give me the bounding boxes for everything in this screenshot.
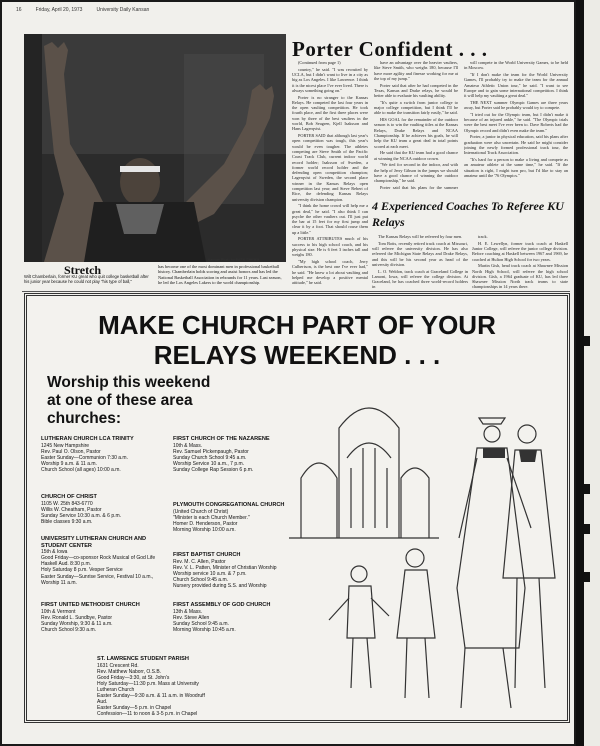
coaches-article-paragraph: The Kansas Relays will be refereed by four men. <box>378 234 463 239</box>
church-detail: Good Friday—co-sponsor Rock Musical of God Life <box>41 555 156 562</box>
article-column-3 <box>464 60 568 190</box>
coaches-article-paragraph: H. E. Lewellyn, former track coach at Haskell Junior College, will referee the junior college division. Before coaching at Haskell between 1967 and 1969, he coached at Hulton High School for two years. <box>472 240 568 262</box>
folio-line <box>16 7 149 13</box>
church-listing <box>173 552 291 589</box>
church-detail: Sunday School 9:45 a.m. <box>173 620 229 627</box>
church-detail: "Minister is each Church Member." <box>173 514 250 521</box>
coaches-article-paragraph: track. <box>478 234 488 239</box>
church-listing <box>173 502 291 533</box>
porter-article-paragraph: country," he said. "I was recruited by UCLA, but I didn't want to live in a city as big as Los Angeles. I like Lawrence. I think it is the nicest place I've ever lived. There is always something going on." <box>292 66 368 93</box>
church-detail: Church School 9:30 a.m. <box>41 626 97 633</box>
church-detail: Rev. Matthew Naborr, O.S.B. <box>97 668 162 675</box>
porter-article-paragraph: "It's quite a switch from junior college to major college competition, but I think I'll be able to make the transition fairly easily," he said. <box>374 99 458 116</box>
porter-article-paragraph: "I think the home crowd will help me a great deal," he said. "I also think I can psyche the other vaulters out. I'll just put the bar at 15 feet for my first jump and clear it by a foot. That should rouse them up a little." <box>292 203 368 235</box>
church-detail: Sunday College Rap Session 6 p.m. <box>173 466 254 473</box>
church-detail: Good Friday—3:30, at St. John's <box>97 674 170 681</box>
photo-title: Stretch <box>64 263 102 277</box>
church-name: FIRST CHURCH OF THE NAZARENE <box>173 436 270 442</box>
church-detail: Haskell Aud. 8:30 p.m. <box>41 561 92 568</box>
porter-article-paragraph: will compete in the World University Games, to be held in Moscow. <box>464 60 568 71</box>
church-listing <box>41 436 159 473</box>
church-detail: (United Church of Christ) <box>173 508 229 515</box>
coaches-column-2 <box>472 234 568 290</box>
coaches-column-1 <box>372 234 468 290</box>
church-detail: 10th & Mass. <box>173 442 203 449</box>
article-column-1 <box>292 60 368 286</box>
worship-line-3: churches: <box>47 410 122 427</box>
church-detail: Holy Saturday 8 p.m. Vesper Service <box>41 567 123 574</box>
paper-name: University Daily Kansan <box>96 7 150 13</box>
church-detail: Easter Sunday—9:30 a.m. & 11 a.m. in Woodruff Aud. <box>97 693 205 706</box>
church-detail: Rev. Samuel Pickenpaugh, Pastor <box>173 448 249 455</box>
porter-article-paragraph: Porter is no stranger to the Kansas Relays. He competed the last four years in the open vaulting competition. He took fourth place, and the first three places were won by three of the best vaulters in the world, Bob Seagren, Kjell Isaksson and Hans Lagerqvist. <box>292 94 368 132</box>
church-listing <box>41 536 159 586</box>
church-listing <box>173 436 291 473</box>
church-detail: Nursery provided during S.S. and Worship <box>173 582 267 589</box>
church-detail: Morning Worship 10:00 a.m. <box>173 526 236 533</box>
church-detail: Church School 9:45 a.m. <box>173 576 229 583</box>
church-detail: Easter Sunday—Communion 7:30 a.m. <box>41 454 128 461</box>
church-detail: Rev. M. C. Allen, Pastor <box>173 558 226 565</box>
church-detail: 1105 W. 25th 843-6770 <box>41 500 93 507</box>
porter-article-paragraph: "If I don't make the team for the World University Games, I'll probably try to make the team for the annual Amateur Athletic Union tour," he said. "I want to see Europe and to gain some international competition. I think it will help my vaulting a great deal." <box>464 71 568 99</box>
church-detail: Homer D. Henderson, Pastor <box>173 520 238 527</box>
church-detail: Rev. Paul O. Olson, Pastor <box>41 448 101 455</box>
church-name: ST. LAWRENCE STUDENT PARISH <box>97 656 189 662</box>
church-name: CHURCH OF CHRIST <box>41 494 97 500</box>
church-detail: Easter Sunday—Sunrise Service, Festival 10 a.m., Worship 11 a.m. <box>41 573 154 586</box>
newspaper-page <box>2 2 574 744</box>
adjacent-page-edge <box>584 0 600 746</box>
porter-article-paragraph: Porter said that after he had competed in the Texas, Kansas and Drake relays, he would be better able to evaluate his vaulting ability. <box>374 82 458 99</box>
church-detail: Rev. Steve Allen <box>173 614 210 621</box>
issue-date: Friday, April 20, 1973 <box>35 7 83 13</box>
church-name: FIRST UNITED METHODIST CHURCH <box>41 602 140 608</box>
ad-title-line-1: MAKE CHURCH PART OF YOUR <box>98 310 496 340</box>
church-detail: Willis W. Cheatham, Pastor <box>41 506 102 513</box>
article-column-2 <box>374 60 458 190</box>
photo-caption-left: Wilt Chamberlain, former KU great who quit college basketball after his junior year because he could not play "his type of ball," <box>24 274 149 285</box>
church-advertisement <box>24 293 570 723</box>
church-goers-illustration <box>289 388 567 720</box>
worship-heading <box>47 374 287 428</box>
church-detail: Easter Sunday—5 p.m. in Chapel <box>97 705 172 712</box>
church-detail: Worship 9 a.m. & 11 a.m. <box>41 460 97 467</box>
church-detail: 13th & Mass. <box>173 608 203 615</box>
porter-article-paragraph: THE NEXT summer Olympic Games are three years away, but Porter said he probably would try to compete. <box>464 99 568 111</box>
church-detail: 15th & Iowa <box>41 549 68 556</box>
church-name: LUTHERAN CHURCH LCA TRINITY <box>41 436 134 442</box>
church-name: PLYMOUTH CONGREGATIONAL CHURCH <box>173 502 285 508</box>
church-detail: Sunday Worship, 9:30 & 11 a.m. <box>41 620 113 627</box>
porter-article-paragraph: "My high school coach, Jerry Culbertson, is the best one I've ever had," he said. "He knew a lot about vaulting and helped me develop a positive mental attitude," he said. <box>292 259 368 286</box>
church-detail: Bible classes 9:30 a.m. <box>41 518 93 525</box>
porter-article-paragraph: Porter, a junior in physical education, said his plans after graduation were also uncertain. He said he might consider joining the newly formed professional track tour, the International Track Association. <box>464 134 568 156</box>
porter-article-paragraph: Porter said that his plans for the summer <box>380 184 458 190</box>
church-detail: Sunday Service 10:30 a.m. & 6 p.m. <box>41 512 122 519</box>
coaches-article-paragraph: Martin Gish, head track coach at Shawnee Mission North High School, will referee the high school division. Gish, a 1964 graduate of KU, has led three Shawnee Mission North track teams to state championships in 14 years there. <box>472 263 568 290</box>
coaches-article-paragraph: L. O. Weldon, track coach at Graceland College in Lamoni, Iowa, will referee the college division. At Graceland, he has coached three world-record holders in <box>372 268 468 290</box>
church-listing <box>41 602 159 633</box>
church-detail: Rev. V. L. Patten, Minister of Christian Worship <box>173 564 277 571</box>
church-detail: Church School (all ages) 10:00 a.m. <box>41 466 121 473</box>
worship-line-2: at one of these area <box>47 392 193 409</box>
porter-article-paragraph: HIS GOAL for the remainder of the outdoor season is to win the vaulting titles at the Kansas Relays, Drake Relays and NCAA Championship. If he achieves his goals, he will help the KU team a great deal in total points scored at each meet. <box>374 117 458 149</box>
ad-title-line-2: RELAYS WEEKEND . . . <box>153 340 441 370</box>
porter-article-paragraph: PORTER ATTRIBUTES much of his success to his high school coach, and his physical size. He is 6 feet 3 inches tall and weighs 180. <box>292 236 368 258</box>
porter-article-paragraph: PORTER SAID that although last year's open competition was tough, this year's would be even tougher. The athletes competing are Steve Smith of the Pacific Coast Track Club, current indoor world record holder; Isaksson of Sweden, a former world record holder and the defending open competition champion; Lagerqvist of Sweden, the second place winner in the Kansas Relays open competition last year; and Steve Rebert of Rice, the defending Kansas Relays university division champion. <box>292 133 368 202</box>
page-number: 16 <box>16 7 22 13</box>
church-detail: Confession—11 to noon & 3-5 p.m. in Chapel <box>97 711 198 718</box>
church-detail: 10th & Vermont <box>41 608 76 615</box>
church-name: UNIVERSITY LUTHERAN CHURCH AND STUDENT CENTER <box>41 536 147 549</box>
church-name: FIRST ASSEMBLY OF GOD CHURCH <box>173 602 271 608</box>
porter-article-paragraph: "It's hard for a person to make a living and compete as an amateur athlete at the same time," he said. "If the situation is right, I might turn pro, but I'd like to stay an amateur until the '76 Olympics." <box>464 157 568 178</box>
section-divider <box>22 291 570 292</box>
photo-credit: Kansan Photo by BASIL SHRUM <box>208 258 260 262</box>
church-detail: Holy Saturday—11:30 p.m. Mass at University Lutheran Church <box>97 680 199 693</box>
porter-article-paragraph: He said that the KU team had a good chance at winning the NCAA outdoor crown. <box>374 150 458 161</box>
church-detail: Worship Service 10 a.m., 7 p.m. <box>173 460 245 467</box>
photo-caption-right: has become one of the most dominant men in professional basketball history. Chamberlain holds scoring and assist honors and has led the National Basketball Association in rebounds for 11 years. Last season, he led the Los Angeles Lakers to the world championship. <box>158 264 282 286</box>
church-listing <box>173 602 291 633</box>
coaches-article-paragraph: Tom Botts, recently retired track coach at Missouri, will referee the university division. He has also refereed the Michigan State Relays and Drake Relays, and this will be his second year as head of the university division. <box>372 240 468 267</box>
chamberlain-photo <box>24 34 286 262</box>
worship-line-1: Worship this weekend <box>47 374 211 391</box>
porter-article-paragraph: "I tried out for the Olympic team, but I didn't make it because of an injured ankle," he said. "The Olympic trials were the best meet I've ever been to. Dave Roberts had the Olympic record and didn't even make the team." <box>464 111 568 133</box>
church-detail: 1245 New Hampshire <box>41 442 90 449</box>
church-detail: Morning Worship 10:45 a.m. <box>173 626 236 633</box>
church-listing <box>97 656 215 717</box>
porter-article-paragraph: "We tied for second in the indoor, and with the help of Jerry Gibson in the jumps we should have a good chance of winning the outdoor championship," he said. <box>374 162 458 184</box>
church-detail: Rev. Ronald L. Sundbye, Pastor <box>41 614 113 621</box>
church-listing <box>41 494 159 525</box>
porter-article-paragraph: (Continued from page 1) <box>298 60 341 65</box>
church-name: FIRST BAPTIST CHURCH <box>173 552 241 558</box>
church-detail: Sunday Church School 9:45 a.m. <box>173 454 247 461</box>
porter-article-paragraph: have an advantage over the heavier vaulters, like Steve Smith, who weighs 180, because I'll have more agility and finesse working for me at the top of my jump." <box>374 60 458 81</box>
church-detail: 1631 Crescent Rd. <box>97 662 139 669</box>
church-detail: Worship service 10 a.m. & 7 p.m. <box>173 570 247 577</box>
basketball-player-photo-image <box>24 34 286 262</box>
coaches-headline: 4 Experienced Coaches To Referee KU Relays <box>372 199 564 229</box>
article-headline: Porter Confident . . . <box>292 37 488 61</box>
